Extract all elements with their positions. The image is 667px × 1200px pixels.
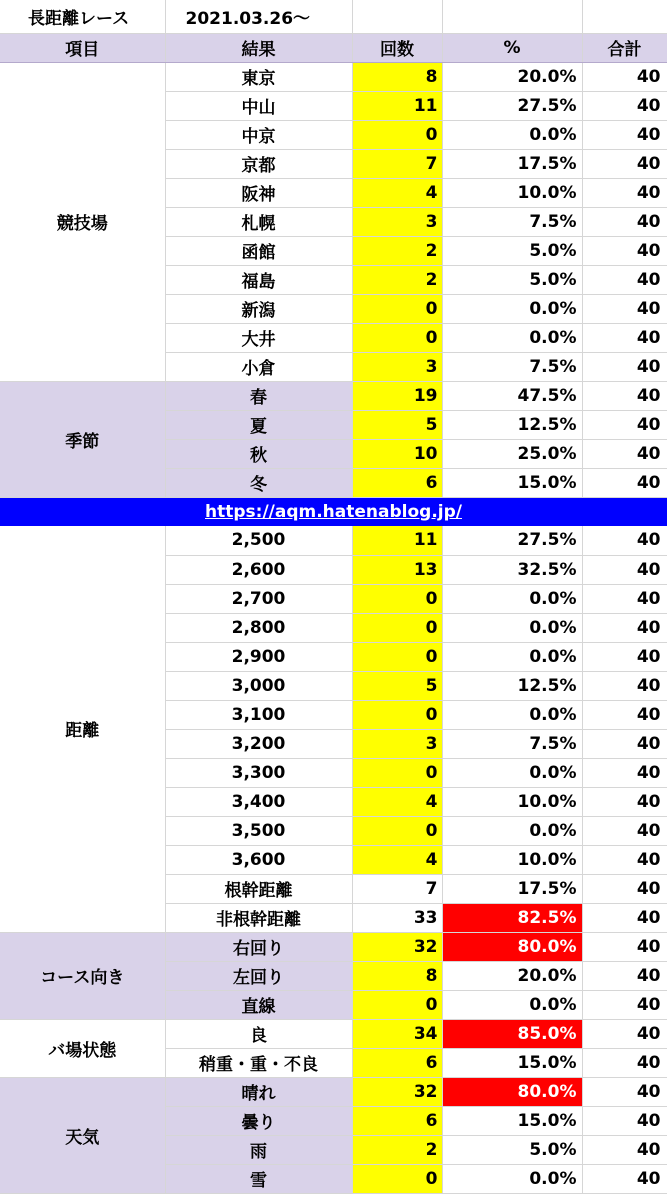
category-label[interactable]: 競技場 [0, 62, 165, 381]
count-cell[interactable]: 7 [352, 874, 442, 903]
percent-cell[interactable]: 17.5% [442, 874, 582, 903]
total-cell[interactable]: 40 [582, 62, 667, 91]
result-cell[interactable]: 雨 [165, 1135, 352, 1164]
total-cell[interactable]: 40 [582, 555, 667, 584]
result-cell[interactable]: 3,600 [165, 845, 352, 874]
count-cell[interactable]: 0 [352, 700, 442, 729]
category-label[interactable]: 距離 [0, 526, 165, 932]
result-cell[interactable]: 東京 [165, 62, 352, 91]
count-cell[interactable]: 7 [352, 149, 442, 178]
total-cell[interactable]: 40 [582, 990, 667, 1019]
total-cell[interactable]: 40 [582, 410, 667, 439]
result-cell[interactable]: 函館 [165, 236, 352, 265]
count-cell[interactable]: 0 [352, 816, 442, 845]
total-cell[interactable]: 40 [582, 1164, 667, 1193]
percent-cell[interactable]: 0.0% [442, 613, 582, 642]
count-cell[interactable]: 0 [352, 294, 442, 323]
percent-cell[interactable]: 0.0% [442, 642, 582, 671]
percent-cell[interactable]: 0.0% [442, 323, 582, 352]
link-banner [0, 497, 667, 526]
count-cell[interactable]: 32 [352, 1077, 442, 1106]
total-cell[interactable]: 40 [582, 584, 667, 613]
count-cell[interactable]: 3 [352, 207, 442, 236]
sheet-title[interactable]: 長距離レース [0, 0, 165, 33]
percent-cell[interactable]: 0.0% [442, 990, 582, 1019]
count-cell[interactable]: 0 [352, 323, 442, 352]
total-cell[interactable]: 40 [582, 1106, 667, 1135]
count-cell[interactable]: 19 [352, 381, 442, 410]
percent-cell[interactable]: 47.5% [442, 381, 582, 410]
result-cell[interactable]: 3,200 [165, 729, 352, 758]
percent-cell[interactable]: 0.0% [442, 816, 582, 845]
percent-cell[interactable]: 85.0% [442, 1019, 582, 1048]
count-cell[interactable]: 4 [352, 787, 442, 816]
total-cell[interactable]: 40 [582, 729, 667, 758]
percent-cell[interactable]: 0.0% [442, 584, 582, 613]
result-cell[interactable]: 冬 [165, 468, 352, 497]
count-cell[interactable]: 2 [352, 1135, 442, 1164]
total-cell[interactable]: 40 [582, 178, 667, 207]
total-cell[interactable]: 40 [582, 642, 667, 671]
sheet-date[interactable]: 2021.03.26～ [165, 0, 352, 33]
count-cell[interactable]: 13 [352, 555, 442, 584]
count-cell[interactable]: 4 [352, 178, 442, 207]
total-cell[interactable]: 40 [582, 671, 667, 700]
table-row [0, 62, 667, 91]
result-cell[interactable]: 夏 [165, 410, 352, 439]
count-cell[interactable]: 32 [352, 932, 442, 961]
percent-cell[interactable]: 10.0% [442, 178, 582, 207]
header-count[interactable]: 回数 [352, 33, 442, 62]
percent-cell[interactable]: 5.0% [442, 1135, 582, 1164]
category-label[interactable]: コース向き [0, 932, 165, 1019]
empty-cell[interactable] [442, 0, 582, 33]
category-label[interactable]: 季節 [0, 381, 165, 497]
title-row [0, 0, 667, 33]
total-cell[interactable]: 40 [582, 816, 667, 845]
total-cell[interactable]: 40 [582, 700, 667, 729]
result-cell[interactable]: 3,400 [165, 787, 352, 816]
percent-cell[interactable]: 25.0% [442, 439, 582, 468]
percent-cell[interactable]: 80.0% [442, 1077, 582, 1106]
count-cell[interactable]: 34 [352, 1019, 442, 1048]
total-cell[interactable]: 40 [582, 265, 667, 294]
total-cell[interactable]: 40 [582, 1077, 667, 1106]
percent-cell[interactable]: 80.0% [442, 932, 582, 961]
total-cell[interactable]: 40 [582, 932, 667, 961]
percent-cell[interactable]: 32.5% [442, 555, 582, 584]
count-cell[interactable]: 3 [352, 352, 442, 381]
count-cell[interactable]: 3 [352, 729, 442, 758]
total-cell[interactable]: 40 [582, 294, 667, 323]
percent-cell[interactable]: 12.5% [442, 671, 582, 700]
percent-cell[interactable]: 5.0% [442, 236, 582, 265]
count-cell[interactable]: 8 [352, 961, 442, 990]
result-cell[interactable]: 大井 [165, 323, 352, 352]
blog-link[interactable]: https://aqm.hatenablog.jp/ [205, 501, 462, 522]
header-item[interactable]: 項目 [0, 33, 165, 62]
count-cell[interactable]: 0 [352, 642, 442, 671]
result-cell[interactable]: 秋 [165, 439, 352, 468]
total-cell[interactable]: 40 [582, 468, 667, 497]
total-cell[interactable]: 40 [582, 1048, 667, 1077]
count-cell[interactable]: 6 [352, 1106, 442, 1135]
count-cell[interactable]: 0 [352, 613, 442, 642]
percent-cell[interactable]: 0.0% [442, 758, 582, 787]
table-row [0, 1077, 667, 1106]
count-cell[interactable]: 0 [352, 758, 442, 787]
table-row [0, 1019, 667, 1048]
result-cell[interactable]: 福島 [165, 265, 352, 294]
percent-cell[interactable]: 27.5% [442, 526, 582, 555]
count-cell[interactable]: 33 [352, 903, 442, 932]
result-cell[interactable]: 2,600 [165, 555, 352, 584]
empty-cell[interactable] [352, 0, 442, 33]
percent-cell[interactable]: 0.0% [442, 120, 582, 149]
empty-cell[interactable] [582, 0, 667, 33]
percent-cell[interactable]: 15.0% [442, 468, 582, 497]
count-cell[interactable]: 0 [352, 120, 442, 149]
result-cell[interactable]: 晴れ [165, 1077, 352, 1106]
result-cell[interactable]: 3,000 [165, 671, 352, 700]
percent-cell[interactable]: 12.5% [442, 410, 582, 439]
result-cell[interactable]: 新潟 [165, 294, 352, 323]
percent-cell[interactable]: 15.0% [442, 1106, 582, 1135]
percent-cell[interactable]: 10.0% [442, 845, 582, 874]
count-cell[interactable]: 5 [352, 410, 442, 439]
total-cell[interactable]: 40 [582, 613, 667, 642]
result-cell[interactable]: 春 [165, 381, 352, 410]
result-cell[interactable]: 札幌 [165, 207, 352, 236]
result-cell[interactable]: 2,700 [165, 584, 352, 613]
result-cell[interactable]: 小倉 [165, 352, 352, 381]
percent-cell[interactable]: 82.5% [442, 903, 582, 932]
count-cell[interactable]: 0 [352, 584, 442, 613]
count-cell[interactable]: 11 [352, 91, 442, 120]
percent-cell[interactable]: 20.0% [442, 961, 582, 990]
total-cell[interactable]: 40 [582, 874, 667, 903]
result-cell[interactable]: 3,300 [165, 758, 352, 787]
result-cell[interactable]: 中京 [165, 120, 352, 149]
table-row [0, 526, 667, 555]
total-cell[interactable]: 40 [582, 149, 667, 178]
header-percent[interactable]: % [442, 33, 582, 62]
count-cell[interactable]: 5 [352, 671, 442, 700]
count-cell[interactable]: 4 [352, 845, 442, 874]
total-cell[interactable]: 40 [582, 236, 667, 265]
table-row [0, 932, 667, 961]
result-cell[interactable]: 稍重・重・不良 [165, 1048, 352, 1077]
total-cell[interactable]: 40 [582, 1135, 667, 1164]
percent-cell[interactable]: 7.5% [442, 207, 582, 236]
header-total[interactable]: 合計 [582, 33, 667, 62]
count-cell[interactable]: 6 [352, 1048, 442, 1077]
percent-cell[interactable]: 0.0% [442, 1164, 582, 1193]
count-cell[interactable]: 2 [352, 265, 442, 294]
link-banner-row [0, 497, 667, 526]
percent-cell[interactable]: 0.0% [442, 700, 582, 729]
result-cell[interactable]: 左回り [165, 961, 352, 990]
total-cell[interactable]: 40 [582, 845, 667, 874]
result-cell[interactable]: 非根幹距離 [165, 903, 352, 932]
category-label[interactable]: バ場状態 [0, 1019, 165, 1077]
percent-cell[interactable]: 20.0% [442, 62, 582, 91]
total-cell[interactable]: 40 [582, 758, 667, 787]
header-row [0, 33, 667, 62]
percent-cell[interactable]: 5.0% [442, 265, 582, 294]
header-result[interactable]: 結果 [165, 33, 352, 62]
result-cell[interactable]: 2,500 [165, 526, 352, 555]
result-cell[interactable]: 直線 [165, 990, 352, 1019]
result-cell[interactable]: 良 [165, 1019, 352, 1048]
percent-cell[interactable]: 27.5% [442, 91, 582, 120]
count-cell[interactable]: 8 [352, 62, 442, 91]
result-cell[interactable]: 根幹距離 [165, 874, 352, 903]
percent-cell[interactable]: 0.0% [442, 294, 582, 323]
table-row [0, 381, 667, 410]
category-label[interactable]: 天気 [0, 1077, 165, 1193]
count-cell[interactable]: 6 [352, 468, 442, 497]
percent-cell[interactable]: 17.5% [442, 149, 582, 178]
percent-cell[interactable]: 7.5% [442, 352, 582, 381]
total-cell[interactable]: 40 [582, 120, 667, 149]
result-cell[interactable]: 3,500 [165, 816, 352, 845]
total-cell[interactable]: 40 [582, 381, 667, 410]
total-cell[interactable]: 40 [582, 91, 667, 120]
result-cell[interactable]: 雪 [165, 1164, 352, 1193]
result-cell[interactable]: 中山 [165, 91, 352, 120]
total-cell[interactable]: 40 [582, 352, 667, 381]
count-cell[interactable]: 0 [352, 1164, 442, 1193]
result-cell[interactable]: 2,900 [165, 642, 352, 671]
result-cell[interactable]: 2,800 [165, 613, 352, 642]
result-cell[interactable]: 京都 [165, 149, 352, 178]
total-cell[interactable]: 40 [582, 961, 667, 990]
total-cell[interactable]: 40 [582, 903, 667, 932]
percent-cell[interactable]: 15.0% [442, 1048, 582, 1077]
total-cell[interactable]: 40 [582, 787, 667, 816]
count-cell[interactable]: 0 [352, 990, 442, 1019]
total-cell[interactable]: 40 [582, 526, 667, 555]
result-cell[interactable]: 右回り [165, 932, 352, 961]
count-cell[interactable]: 11 [352, 526, 442, 555]
count-cell[interactable]: 2 [352, 236, 442, 265]
result-cell[interactable]: 阪神 [165, 178, 352, 207]
result-cell[interactable]: 曇り [165, 1106, 352, 1135]
count-cell[interactable]: 10 [352, 439, 442, 468]
percent-cell[interactable]: 10.0% [442, 787, 582, 816]
percent-cell[interactable]: 7.5% [442, 729, 582, 758]
total-cell[interactable]: 40 [582, 1019, 667, 1048]
result-cell[interactable]: 3,100 [165, 700, 352, 729]
total-cell[interactable]: 40 [582, 439, 667, 468]
total-cell[interactable]: 40 [582, 207, 667, 236]
total-cell[interactable]: 40 [582, 323, 667, 352]
